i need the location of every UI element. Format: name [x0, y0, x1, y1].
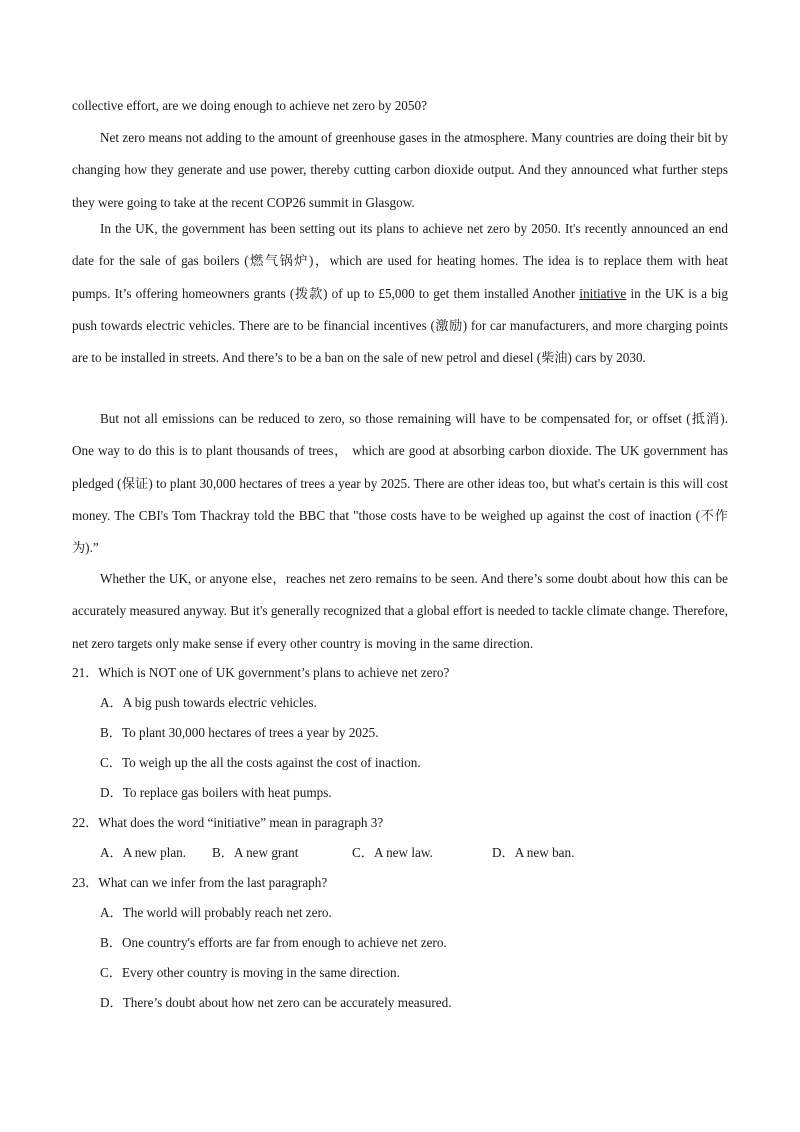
passage-paragraph-1: collective effort, are we doing enough to achieve net zero by 2050?	[72, 98, 427, 113]
question-22-option-d[interactable]: D．A new ban.	[492, 845, 575, 860]
question-21-option-a[interactable]: A．A big push towards electric vehicles.	[100, 695, 317, 710]
paragraph-3-text-end: in the UK is a big push towards electric vehicles. There are to be financial incentives (激励) for car manufacturers, and more charging points are to be installed in streets. And there’s to be a ban on the sale of new petrol and diesel (柴油) cars by 2030.	[72, 285, 729, 366]
underlined-word-initiative: initiative	[579, 285, 627, 301]
question-23-option-c[interactable]: C．Every other country is moving in the same direction.	[100, 965, 400, 980]
passage-paragraph-5: Whether the UK, or anyone else，reaches net zero remains to be seen. And there’s some doubt about how this can be accurately measured anyway. But it's generally recognized that a global effort is needed to tackle climate change. Therefore, net zero targets only make sense if every other country is moving in the same direction.	[72, 571, 728, 651]
question-21-stem: 21．Which is NOT one of UK government’s plans to achieve net zero?	[72, 665, 450, 680]
question-23-option-d[interactable]: D．There’s doubt about how net zero can be accurately measured.	[100, 995, 452, 1010]
question-21-option-b[interactable]: B．To plant 30,000 hectares of trees a year by 2025.	[100, 725, 379, 740]
question-22-stem: 22．What does the word “initiative” mean in paragraph 3?	[72, 815, 384, 830]
passage-paragraph-3	[72, 213, 728, 374]
question-21-option-d[interactable]: D．To replace gas boilers with heat pumps.	[100, 785, 332, 800]
question-21-option-c[interactable]: C．To weigh up the all the costs against the cost of inaction.	[100, 755, 421, 770]
question-23-option-a[interactable]: A．The world will probably reach net zero.	[100, 905, 332, 920]
passage-paragraph-4: But not all emissions can be reduced to zero, so those remaining will have to be compensated for, or offset (抵消). One way to do this is to plant thousands of trees， which are good at absorbing carbon dioxide. The UK government has pledged (保证) to plant 30,000 hectares of trees a year by 2025. There are other ideas too, but what's certain is this will cost money. The CBI's Tom Thackray told the BBC that "those costs have to be weighed up against the cost of inaction (不作为).”	[72, 411, 728, 556]
passage-paragraph-2: Net zero means not adding to the amount of greenhouse gases in the atmosphere. Many countries are doing their bit by changing how they generate and use power, thereby cutting carbon dioxide output. And they announced what further steps they were going to take at the recent COP26 summit in Glasgow.	[72, 130, 728, 210]
question-22-option-a[interactable]: A．A new plan.	[100, 845, 187, 860]
question-22-option-b[interactable]: B．A new grant	[212, 845, 299, 860]
paragraph-3-text-start: In the UK, the government has been setting out its plans to achieve net zero by 2050. It's recently announced an end date for the sale of gas boilers (燃气锅炉)，which are used for heating homes. The idea is to replace them with heat pumps. It’s offering homeowners grants (拨款) of up to £5,000 to get them installed Another	[72, 221, 728, 301]
question-23-stem: 23．What can we infer from the last paragraph?	[72, 875, 328, 890]
question-23-option-b[interactable]: B．One country's efforts are far from enough to achieve net zero.	[100, 935, 447, 950]
question-22-option-c[interactable]: C．A new law.	[352, 845, 433, 860]
